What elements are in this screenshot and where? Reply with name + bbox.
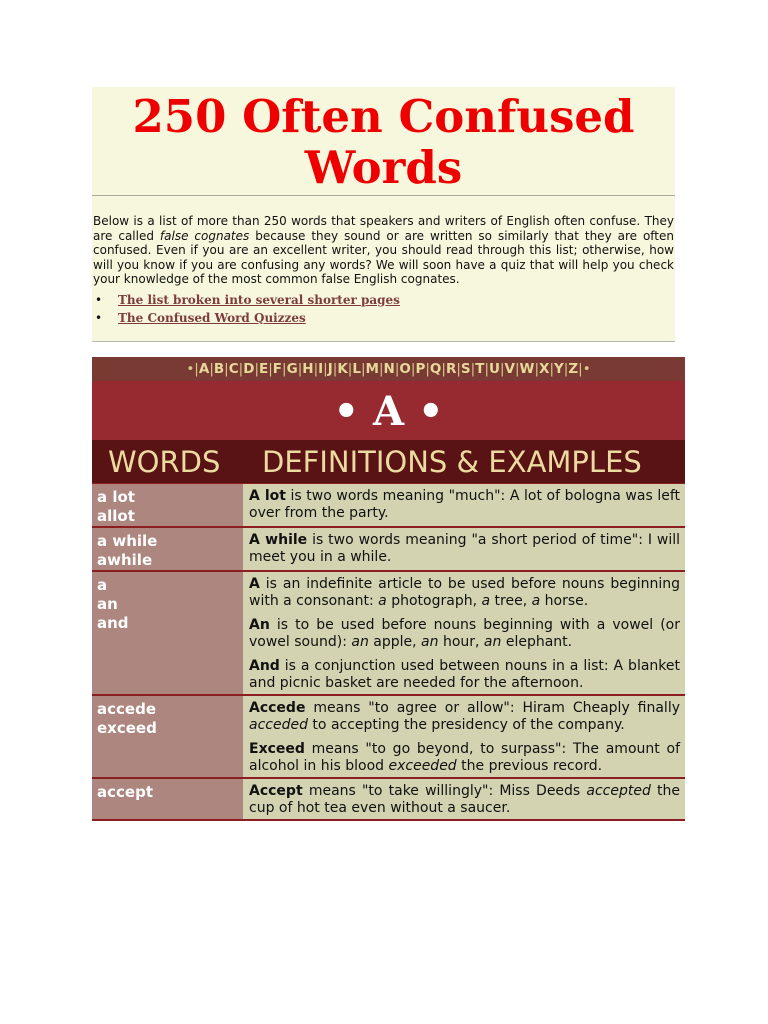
term: Accept [249, 783, 303, 799]
word-label: awhile [97, 551, 153, 569]
alphabet-link-p[interactable]: P [415, 361, 426, 377]
list-item [118, 291, 675, 309]
definition-cell [243, 779, 685, 819]
term: A lot [249, 488, 286, 504]
word-label: accept [97, 783, 153, 801]
separator: | [549, 361, 554, 377]
definition-cell [243, 528, 685, 570]
alphabet-nav [92, 357, 685, 381]
term: An [249, 617, 270, 633]
definition-text: means "to agree or allow": Hiram Cheaply finally [305, 700, 680, 716]
alphabet-link-z[interactable]: Z [568, 361, 579, 377]
intro-emphasis: false cognates [159, 228, 250, 243]
separator: | [410, 361, 416, 377]
word-label: a [97, 576, 108, 594]
example-word: an [421, 634, 439, 650]
definition-text: apple, [368, 634, 422, 650]
word-label: accede [97, 700, 156, 718]
separator: | [499, 361, 505, 377]
table-row [92, 779, 685, 821]
separator: | [441, 361, 446, 377]
alphabet-link-i[interactable]: I [318, 361, 324, 377]
table-row [92, 696, 685, 779]
intro-paragraph [93, 214, 674, 287]
definition-text: photograph, [386, 593, 482, 609]
word-label: and [97, 614, 129, 632]
definition-paragraph [249, 488, 680, 522]
intro-section [92, 196, 675, 342]
separator: | [484, 361, 489, 377]
alphabet-link-n[interactable]: N [383, 361, 395, 377]
intro-text-start: Below is a list of more than 250 words that speakers and writers of English often confuse. They are called [93, 214, 674, 243]
intro-links [92, 291, 675, 327]
alphabet-link-x[interactable]: X [539, 361, 550, 377]
alphabet-link-o[interactable]: O [399, 361, 411, 377]
words-cell [92, 779, 243, 819]
alphabet-link-b[interactable]: B [213, 361, 225, 377]
page-title: 250 Often Confused Words [132, 90, 635, 194]
alphabet-link-y[interactable]: Y [554, 361, 564, 377]
letter-heading: • A • [92, 381, 685, 440]
word-table [92, 483, 685, 821]
bullet-separator: •| [186, 361, 199, 377]
definition-paragraph [249, 741, 680, 775]
separator: |• [578, 361, 591, 377]
definition-text: means "to go beyond, to surpass": The amount of alcohol in his blood [249, 741, 680, 774]
definition-text: is a conjunction used between nouns in a list: A blanket and picnic basket are needed for the afternoon. [249, 658, 680, 691]
term: A [249, 576, 260, 592]
separator: | [323, 361, 328, 377]
example-word: a [481, 593, 491, 609]
word-label: an [97, 595, 118, 613]
words-column-header: WORDS [108, 445, 221, 479]
example-word: a [378, 593, 387, 609]
definition-text: to accepting the presidency of the company. [307, 717, 625, 733]
definition-cell [243, 696, 685, 777]
alphabet-link-w[interactable]: W [519, 361, 535, 377]
definition-text: tree, [490, 593, 532, 609]
alphabet-link-s[interactable]: S [460, 361, 471, 377]
definition-text: is two words meaning "much": A lot of bologna was left over from the party. [249, 488, 680, 521]
separator: | [347, 361, 353, 377]
alphabet-link-e[interactable]: E [259, 361, 269, 377]
definitions-column-header: DEFINITIONS & EXAMPLES [262, 445, 642, 479]
term: Exceed [249, 741, 305, 757]
word-label: a while [97, 532, 158, 550]
definition-text: is two words meaning "a short period of time": I will meet you in a while. [249, 532, 681, 565]
words-cell [92, 696, 243, 777]
definition-paragraph [249, 532, 680, 566]
definition-text: is to be used before nouns beginning with a vowel (or vowel sound): [249, 617, 680, 650]
alphabet-link-d[interactable]: D [243, 361, 255, 377]
separator: | [254, 361, 259, 377]
separator: | [470, 361, 476, 377]
table-row [92, 528, 685, 572]
word-label: a lot [97, 488, 135, 506]
separator: | [268, 361, 273, 377]
words-cell [92, 528, 243, 570]
alphabet-link-j[interactable]: J [327, 361, 333, 377]
words-cell [92, 572, 243, 694]
example-word: exceeded [388, 758, 457, 774]
alphabet-link-q[interactable]: Q [429, 361, 442, 377]
separator: | [332, 361, 338, 377]
separator: | [456, 361, 461, 377]
alphabet-link-f[interactable]: F [272, 361, 283, 377]
quizzes-link[interactable]: The Confused Word Quizzes [118, 310, 306, 325]
separator: | [394, 361, 400, 377]
separator: | [563, 361, 569, 377]
alphabet-link-l[interactable]: L [352, 361, 361, 377]
separator: | [224, 361, 229, 377]
example-word: a [531, 593, 541, 609]
definition-text: hour, [438, 634, 484, 650]
intro-text-end: because they sound or are written so similarly that they are often confused. Even if you are an excellent writer, you should read through this list; otherwise, how will you know if you are confusing any words? We will soon have a quiz that will help you check your knowledge of the most common false English cognates. [93, 228, 675, 286]
definition-cell [243, 484, 685, 526]
definition-text: the cup of hot tea even without a saucer. [249, 783, 680, 816]
alphabet-link-c[interactable]: C [228, 361, 239, 377]
definition-cell [243, 572, 685, 694]
definition-paragraph [249, 617, 680, 651]
definition-text: the previous record. [456, 758, 603, 774]
alphabet-link-v[interactable]: V [504, 361, 515, 377]
alphabet-link-h[interactable]: H [302, 361, 314, 377]
definition-text: elephant. [501, 634, 573, 650]
example-word: accepted [586, 783, 651, 799]
separator: | [378, 361, 384, 377]
definition-paragraph [249, 783, 680, 817]
term: Accede [249, 700, 306, 716]
definition-paragraph [249, 658, 680, 692]
definition-text: means "to take willingly": Miss Deeds [302, 783, 587, 799]
page-header [92, 87, 675, 196]
alphabet-link-a[interactable]: A [198, 361, 210, 377]
column-headers [92, 440, 685, 483]
shorter-pages-link[interactable]: The list broken into several shorter pages [118, 292, 400, 307]
separator: | [534, 361, 540, 377]
alphabet-link-g[interactable]: G [286, 361, 298, 377]
example-word: acceded [249, 717, 308, 733]
table-row [92, 572, 685, 696]
words-cell [92, 484, 243, 526]
definition-text: is an indefinite article to be used before nouns beginning with a consonant: [249, 576, 680, 609]
term: And [249, 658, 280, 674]
definition-text: horse. [540, 593, 589, 609]
separator: | [209, 361, 214, 377]
word-label: allot [97, 507, 135, 525]
separator: | [238, 361, 244, 377]
separator: | [425, 361, 430, 377]
separator: | [282, 361, 287, 377]
definition-paragraph [249, 576, 680, 610]
alphabet-link-m[interactable]: M [365, 361, 379, 377]
term: A while [249, 532, 308, 548]
alphabet-link-k[interactable]: K [337, 361, 348, 377]
definition-paragraph [249, 700, 680, 734]
separator: | [514, 361, 520, 377]
separator: | [297, 361, 303, 377]
example-word: an [351, 634, 369, 650]
table-row [92, 483, 685, 528]
list-item [118, 309, 675, 327]
separator: | [313, 361, 319, 377]
separator: | [360, 361, 366, 377]
example-word: an [483, 634, 502, 650]
alphabet-link-t[interactable]: T [475, 361, 485, 377]
word-label: exceed [97, 719, 157, 737]
alphabet-link-u[interactable]: U [489, 361, 500, 377]
alphabet-link-r[interactable]: R [445, 361, 457, 377]
